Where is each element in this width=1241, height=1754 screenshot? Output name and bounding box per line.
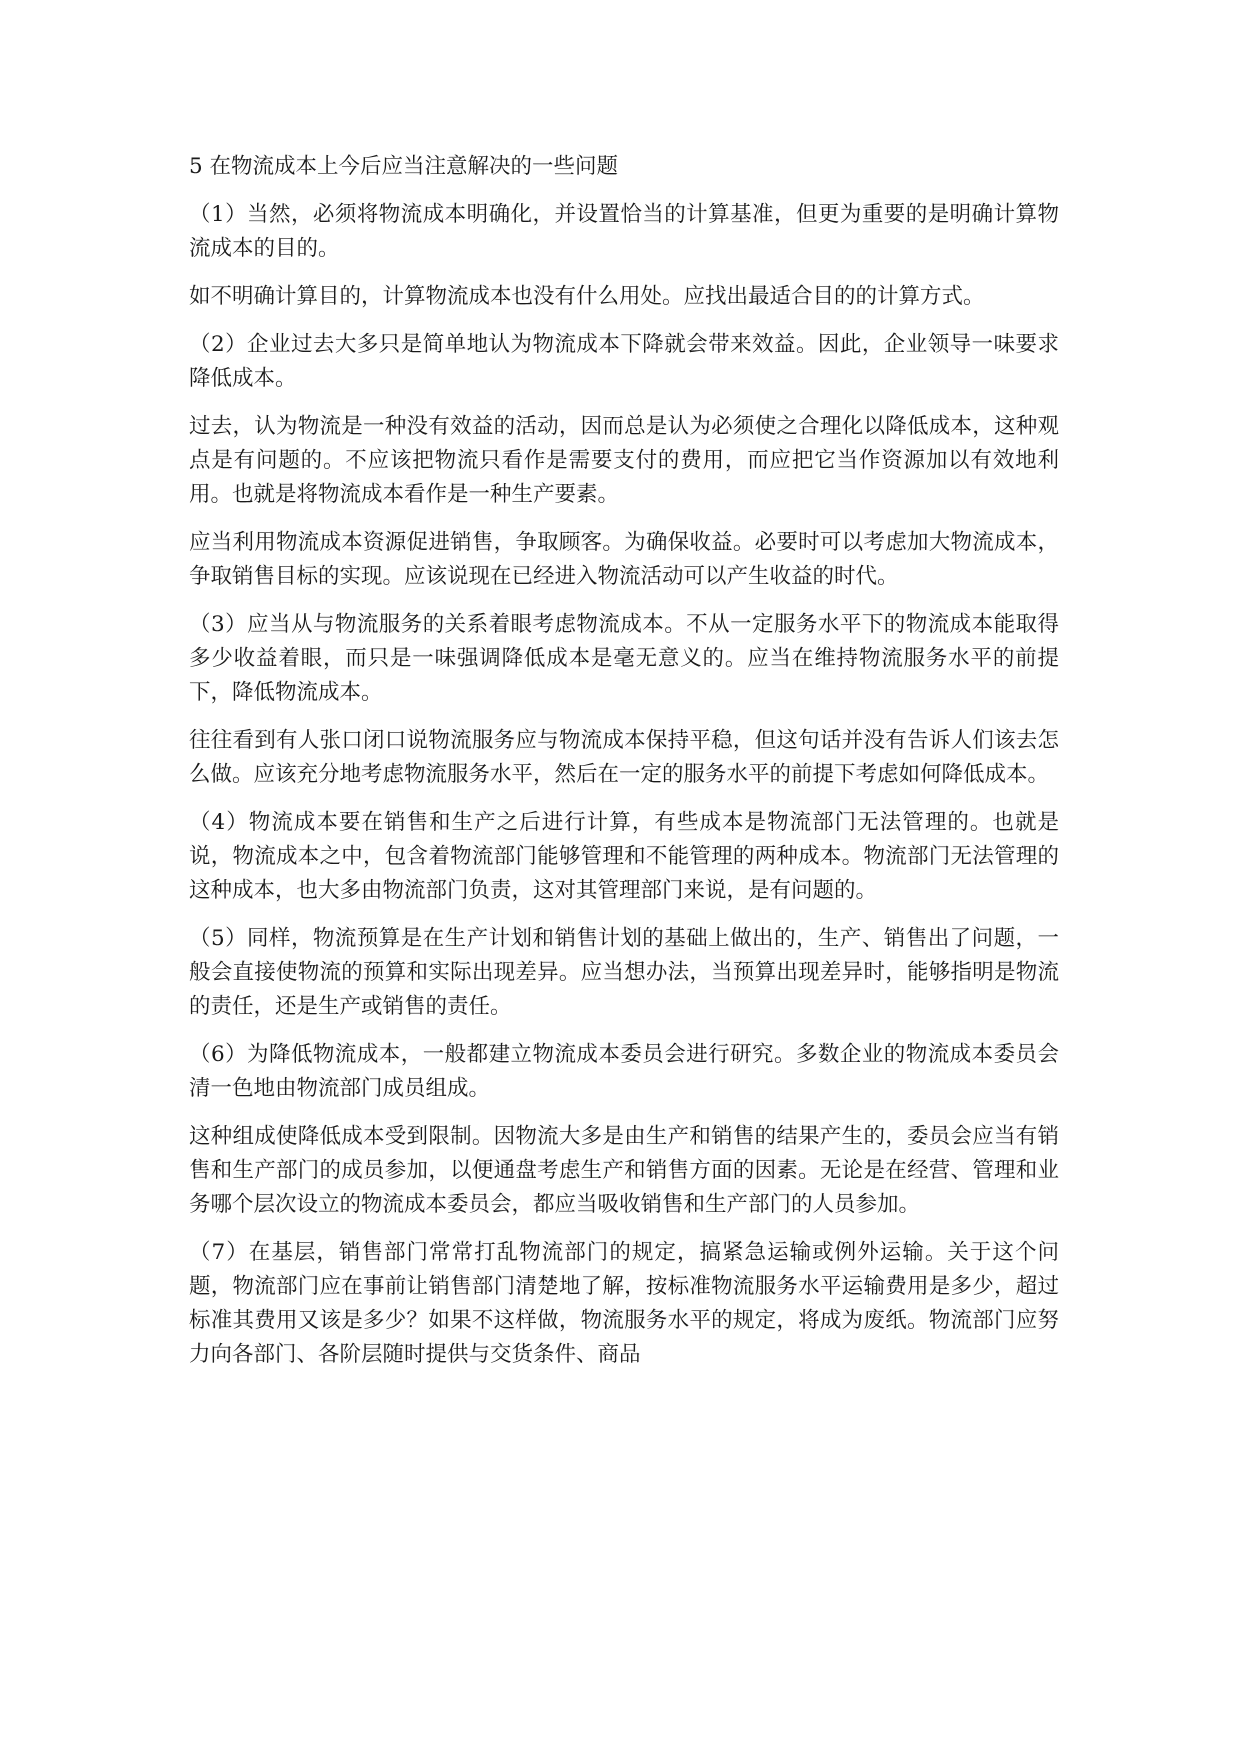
paragraph-7: 往往看到有人张口闭口说物流服务应与物流成本保持平稳，但这句话并没有告诉人们该去怎么做。应该充分地考虑物流服务水平，然后在一定的服务水平的前提下考虑如何降低成本。 [189, 728, 1059, 787]
paragraph-6: （3）应当从与物流服务的关系着眼考虑物流成本。不从一定服务水平下的物流成本能取得多少收益着眼，而只是一味强调降低成本是毫无意义的。应当在维持物流服务水平的前提下，降低物流成本。 [189, 612, 1059, 705]
paragraph-9: （5）同样，物流预算是在生产计划和销售计划的基础上做出的，生产、销售出了问题，一般会直接使物流的预算和实际出现差异。应当想办法，当预算出现差异时，能够指明是物流的责任，还是生产或销售的责任。 [189, 926, 1059, 1019]
section-heading: 5 在物流成本上今后应当注意解决的一些问题 [189, 154, 619, 179]
paragraph-2: 如不明确计算目的，计算物流成本也没有什么用处。应找出最适合目的的计算方式。 [189, 284, 985, 309]
paragraph-1: （1）当然，必须将物流成本明确化，并设置恰当的计算基准，但更为重要的是明确计算物流成本的目的。 [189, 202, 1059, 261]
paragraph-12: （7）在基层，销售部门常常打乱物流部门的规定，搞紧急运输或例外运输。关于这个问题，物流部门应在事前让销售部门清楚地了解，按标准物流服务水平运输费用是多少，超过标准其费用又该是多少？如果不这样做，物流服务水平的规定，将成为废纸。物流部门应努力向各部门、各阶层随时提供与交货条件、商品 [189, 1240, 1059, 1367]
paragraph-8: （4）物流成本要在销售和生产之后进行计算，有些成本是物流部门无法管理的。也就是说，物流成本之中，包含着物流部门能够管理和不能管理的两种成本。物流部门无法管理的这种成本，也大多由物流部门负责，这对其管理部门来说，是有问题的。 [189, 810, 1059, 903]
paragraph-5: 应当利用物流成本资源促进销售，争取顾客。为确保收益。必要时可以考虑加大物流成本，争取销售目标的实现。应该说现在已经进入物流活动可以产生收益的时代。 [189, 530, 1059, 589]
paragraph-3: （2）企业过去大多只是简单地认为物流成本下降就会带来效益。因此，企业领导一味要求降低成本。 [189, 332, 1059, 391]
paragraph-4: 过去，认为物流是一种没有效益的活动，因而总是认为必须使之合理化以降低成本，这种观点是有问题的。不应该把物流只看作是需要支付的费用，而应把它当作资源加以有效地利用。也就是将物流成本看作是一种生产要素。 [189, 414, 1059, 507]
paragraph-11: 这种组成使降低成本受到限制。因物流大多是由生产和销售的结果产生的，委员会应当有销售和生产部门的成员参加，以便通盘考虑生产和销售方面的因素。无论是在经营、管理和业务哪个层次设立的物流成本委员会，都应当吸收销售和生产部门的人员参加。 [189, 1124, 1059, 1217]
document-page [189, 150, 1059, 1386]
paragraph-10: （6）为降低物流成本，一般都建立物流成本委员会进行研究。多数企业的物流成本委员会清一色地由物流部门成员组成。 [189, 1042, 1059, 1101]
